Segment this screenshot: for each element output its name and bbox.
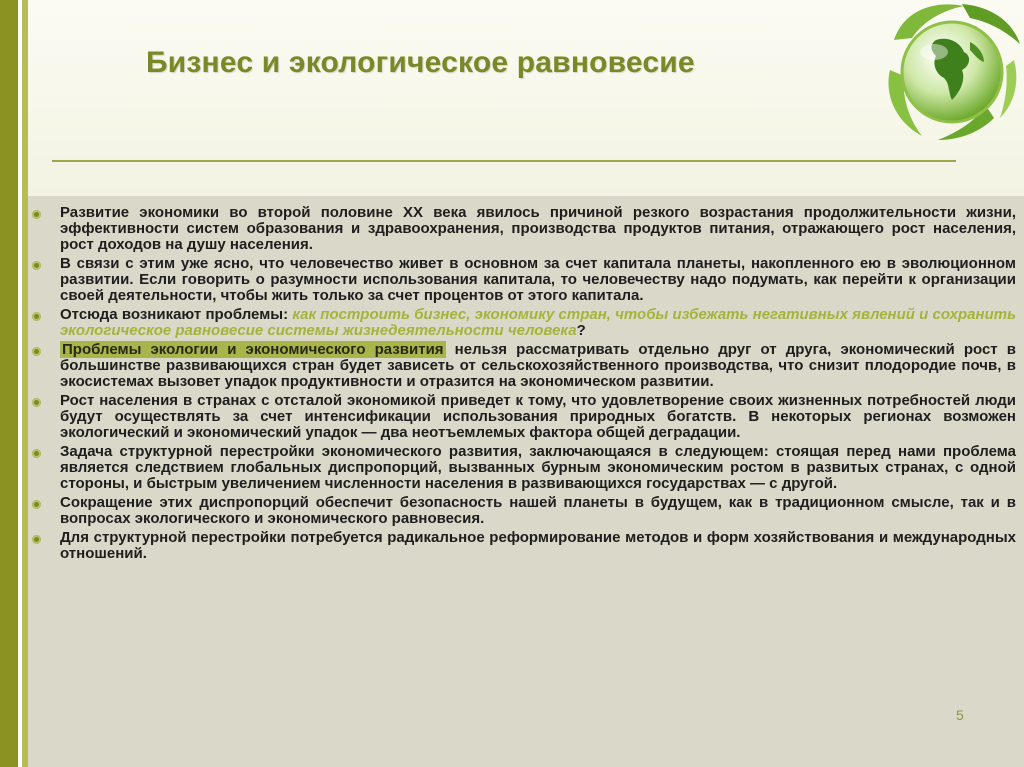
bullet-item — [32, 205, 1016, 253]
circle-bullet-icon — [32, 312, 41, 321]
bullet-text: Для структурной перестройки потребуется радикальное реформирование методов и форм хозяйствования и международных отношений. — [60, 529, 1016, 562]
circle-bullet-icon — [32, 261, 41, 270]
bullet-list — [32, 205, 1016, 565]
circle-bullet-icon — [32, 398, 41, 407]
highlighted-question: как построить бизнес, экономику стран, чтобы избежать негативных явлений и сохранить экологическое равновесие системы жизнедеятельности человека — [60, 306, 1016, 339]
bullet-text: Рост населения в странах с отсталой экономикой приведет к тому, что удовлетворение своих жизненных потребностей люди будут осуществлять за счет интенсификации использования природных богатств. В некоторых регионах возможен экологический и экономический упадок — два неотъемлемых фактора общей деградации. — [60, 392, 1016, 441]
bullet-text: Развитие экономики во второй половине XX века явилось причиной резкого возрастания продолжительности жизни, эффективности систем образования и здравоохранения, производства продуктов питания, отражающего рост населения, рост доходов на душу населения. — [60, 204, 1016, 253]
bullet-text: Отсюда возникают проблемы: — [60, 306, 293, 323]
bullet-text: ? — [576, 322, 586, 339]
title-underline — [52, 160, 956, 162]
bullet-text: В связи с этим уже ясно, что человечество живет в основном за счет капитала планеты, накопленного ею в эволюционном развитии. Если говорить о разумности использования капитала, то человечеству надо подумать, как перейти к организации своей деятельности, чтобы жить только за счет процентов от этого капитала. — [60, 255, 1016, 304]
bullet-item — [32, 256, 1016, 304]
page-number: 5 — [956, 707, 964, 723]
bullet-item — [32, 444, 1016, 492]
circle-bullet-icon — [32, 449, 41, 458]
bullet-text: нельзя рассматривать отдельно друг от друга, экономический рост в большинстве развивающихся стран будет зависеть от сельскохозяйственного производства, что снизит плодородие почв, в экосистемах вызовет упадок продуктивности и отразится на экономическом развитии. — [60, 341, 1016, 390]
bullet-item — [32, 393, 1016, 441]
circle-bullet-icon — [32, 500, 41, 509]
bullet-item — [32, 342, 1016, 390]
circle-bullet-icon — [32, 347, 41, 356]
bullet-text: Сокращение этих диспропорций обеспечит безопасность нашей планеты в будущем, как в традиционном смысле, так и в вопросах экологического и экономического равновесия. — [60, 494, 1016, 527]
left-accent-bar — [0, 0, 18, 767]
slide-title: Бизнес и экологическое равновесие — [146, 46, 695, 79]
bullet-item — [32, 530, 1016, 562]
circle-bullet-icon — [32, 535, 41, 544]
bullet-item — [32, 307, 1016, 339]
globe-with-leaves-icon — [874, 0, 1024, 144]
bullet-item — [32, 495, 1016, 527]
highlighted-phrase: Проблемы экологии и экономического развития — [62, 341, 444, 358]
bullet-text: Задача структурной перестройки экономического развития, заключающаяся в следующем: стоящая перед нами проблема является следствием глобальных диспропорций, вызванных бурным экономическим ростом в развитых странах, с одной стороны, и быстрым увеличением численности населения в развивающихся государствах — с другой. — [60, 443, 1016, 492]
circle-bullet-icon — [32, 210, 41, 219]
